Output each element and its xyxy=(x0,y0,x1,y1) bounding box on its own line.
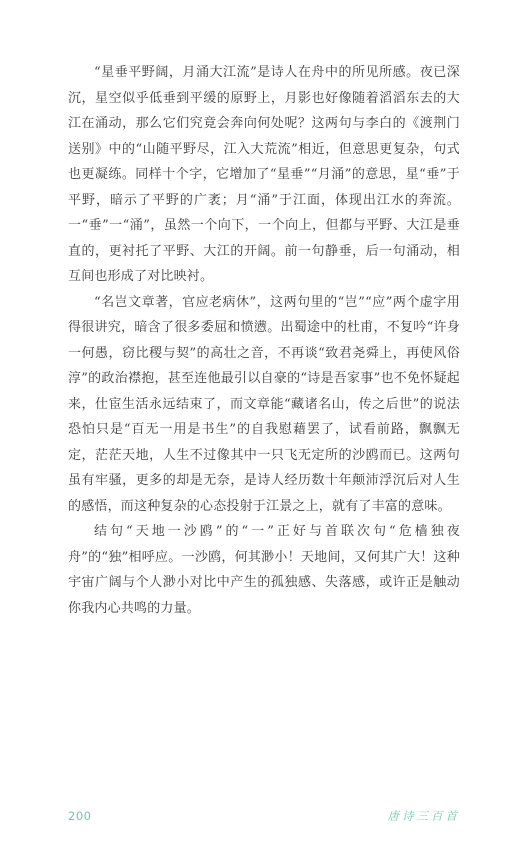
page-number: 200 xyxy=(68,809,92,823)
page-body xyxy=(68,60,460,621)
book-title: 唐诗三百首 xyxy=(387,809,460,823)
paragraph-1: “星垂平野阔，月涌大江流”是诗人在舟中的所见所感。夜已深沉，星空似乎低垂到平缓的原野上，月影也好像随着滔滔东去的大江在涌动，那么它们究竟会奔向何处呢？这两句与李白的《渡荆门送别》中的“山随平野尽，江入大荒流”相近，但意思更复杂，句式也更凝练。同样十个字，它增加了“星垂”“月涌”的意思，星“垂”于平野，暗示了平野的广袤；月“涌”于江面，体现出江水的奔流。一“垂”一“涌”，虽然一个向下，一个向上，但都与平野、大江是垂直的，更衬托了平野、大江的开阔。前一句静垂，后一句涌动，相互间也形成了对比映衬。 xyxy=(68,65,460,284)
paragraph-2: “名岂文章著，官应老病休”，这两句里的“岂”“应”两个虚字用得很讲究，暗含了很多委屈和愤懑。出蜀途中的杜甫，不复吟“许身一何愚，窃比稷与契”的高壮之音，不再谈“致君尧舜上，再使风俗淳”的政治襟抱，甚至连他最引以自豪的“诗是吾家事”也不免怀疑起来，仕宦生活永远结束了，而文章能“藏诸名山，传之后世”的说法恐怕只是“百无一用是书生”的自我慰藉罢了，试看前路，飘飘无定，茫茫天地，人生不过像其中一只飞无定所的沙鸥而已。这两句虽有牢骚，更多的却是无奈，是诗人经历数十年颠沛浮沉后对人生的感悟，而这种复杂的心态投射于江景之上，就有了丰富的意味。 xyxy=(68,294,460,514)
page-footer xyxy=(68,806,460,826)
paragraph-3: 结句“天地一沙鸥”的“一”正好与首联次句“危樯独夜舟”的“独”相呼应。一沙鸥，何其渺小！天地间，又何其广大！这种宇宙广阔与个人渺小对比中产生的孤独感、失落感，或许正是触动你我内心共鸣的力量。 xyxy=(68,524,460,616)
